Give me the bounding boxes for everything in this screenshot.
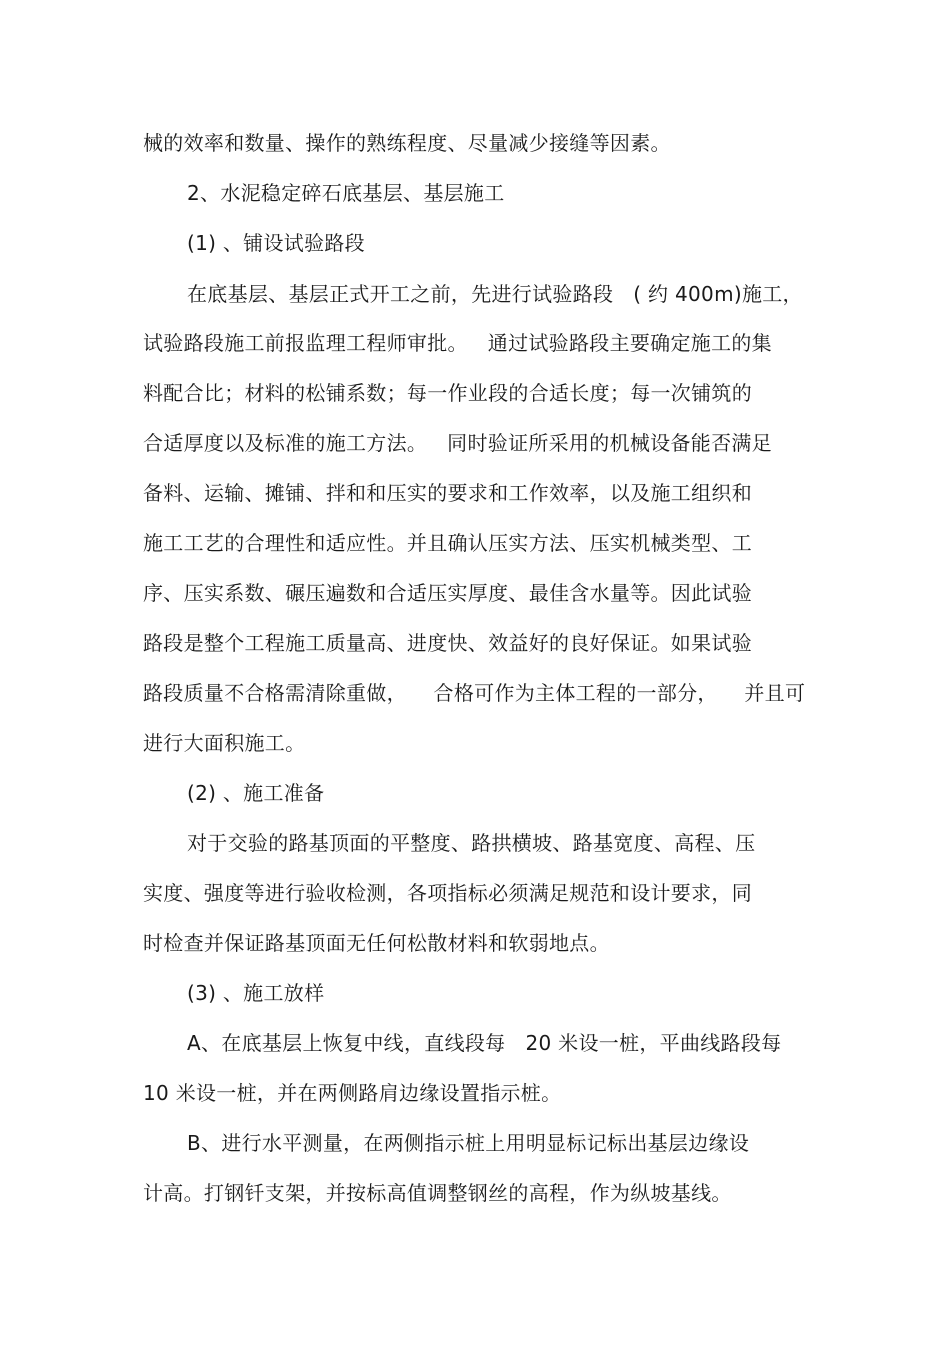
text-line: 料配合比；材料的松铺系数；每一作业段的合适长度；每一次铺筑的	[143, 381, 752, 405]
text-line: 路段是整个工程施工质量高、进度快、效益好的良好保证。如果试验	[143, 631, 752, 655]
text-line: A、在底基层上恢复中线，直线段每 20 米设一桩，平曲线路段每	[187, 1031, 782, 1055]
subsection-heading: (3) 、施工放样	[187, 981, 325, 1005]
text-line: 备料、运输、摊铺、拌和和压实的要求和工作效率，以及施工组织和	[143, 481, 752, 505]
text-line: 路段质量不合格需清除重做， 合格可作为主体工程的一部分， 并且可	[143, 681, 806, 705]
text-line: 计高。打钢钎支架，并按标高值调整钢丝的高程，作为纵坡基线。	[143, 1181, 732, 1205]
subsection-heading: (1) 、铺设试验路段	[187, 231, 365, 255]
text-line: 对于交验的路基顶面的平整度、路拱横坡、路基宽度、高程、压	[187, 831, 756, 855]
text-line: 施工工艺的合理性和适应性。并且确认压实方法、压实机械类型、工	[143, 531, 752, 555]
text-line: 实度、强度等进行验收检测，各项指标必须满足规范和设计要求，同	[143, 881, 752, 905]
text-line: 进行大面积施工。	[143, 731, 306, 755]
text-line: 试验路段施工前报监理工程师审批。 通过试验路段主要确定施工的集	[143, 331, 772, 355]
text-line: 序、压实系数、碾压遍数和合适压实厚度、最佳含水量等。因此试验	[143, 581, 752, 605]
text-line: 时检查并保证路基顶面无任何松散材料和软弱地点。	[143, 931, 610, 955]
subsection-heading: (2) 、施工准备	[187, 781, 325, 805]
section-heading: 2、水泥稳定碎石底基层、基层施工	[187, 181, 505, 205]
text-line: 在底基层、基层正式开工之前，先进行试验路段 ( 约 400m)施工，	[187, 282, 803, 306]
text-line: 10 米设一桩，并在两侧路肩边缘设置指示桩。	[143, 1081, 562, 1105]
text-line: B、进行水平测量，在两侧指示桩上用明显标记标出基层边缘设	[187, 1131, 750, 1155]
text-line: 械的效率和数量、操作的熟练程度、尽量减少接缝等因素。	[143, 131, 671, 155]
text-line: 合适厚度以及标准的施工方法。 同时验证所采用的机械设备能否满足	[143, 431, 772, 455]
